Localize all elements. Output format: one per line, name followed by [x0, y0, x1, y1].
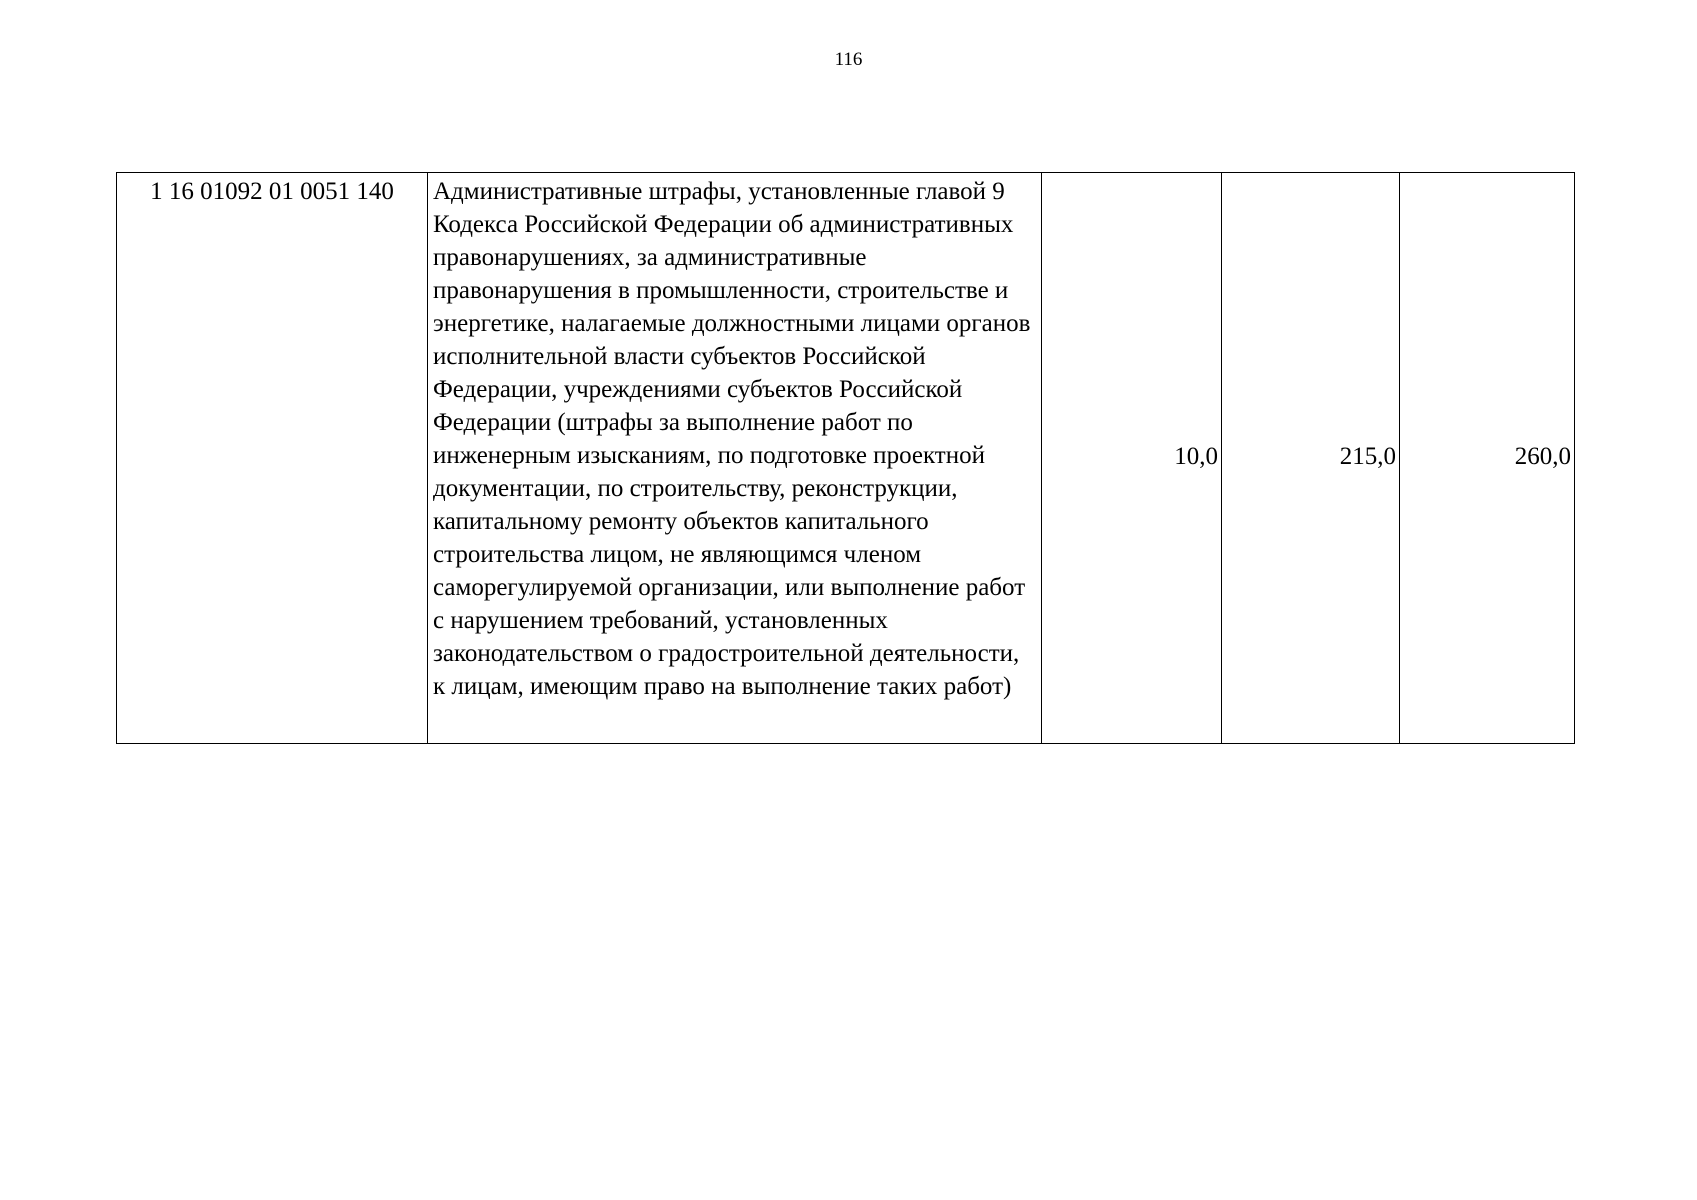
value-cell-2: 215,0 [1222, 173, 1400, 744]
description-cell: Административные штрафы, установленные главой 9 Кодекса Российской Федерации об административных правонарушениях, за административные правонарушения в промышленности, строительстве и энергетике, налагаемые должностными лицами органов исполнительной власти субъектов Российской Федерации, учреждениями субъектов Российской Федерации (штрафы за выполнение работ по инженерным изысканиям, по подготовке проектной документации, по строительству, реконструкции, капитальному ремонту объектов капитального строительства лицом, не являющимся членом саморегулируемой организации, или выполнение работ с нарушением требований, установленных законодательством о градостроительной деятельности, к лицам, имеющим право на выполнение таких работ) [428, 173, 1042, 744]
value-cell-3: 260,0 [1400, 173, 1575, 744]
value-cell-1: 10,0 [1042, 173, 1222, 744]
table-row [117, 173, 1575, 744]
budget-table [116, 172, 1575, 744]
budget-code-cell: 1 16 01092 01 0051 140 [117, 173, 428, 744]
page-number: 116 [834, 49, 863, 70]
